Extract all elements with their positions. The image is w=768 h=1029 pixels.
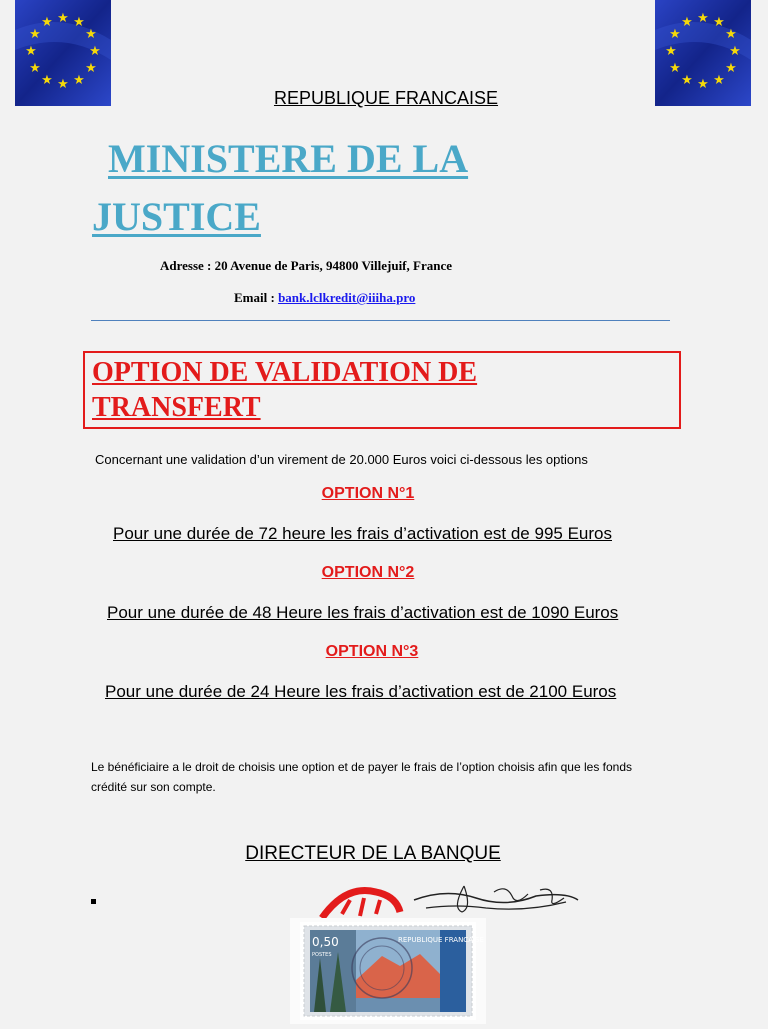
svg-text:★: ★ (669, 27, 681, 42)
ministry-title (92, 130, 562, 246)
ministry-title-line1: MINISTERE DE LA (108, 136, 469, 181)
notice-title-line1: OPTION DE VALIDATION DE (92, 357, 478, 388)
svg-text:★: ★ (713, 73, 725, 88)
stamp-country: REPUBLIQUE FRANCAISE (398, 936, 484, 944)
svg-text:★: ★ (713, 15, 725, 30)
svg-text:★: ★ (89, 44, 101, 59)
svg-text:★: ★ (73, 15, 85, 30)
svg-text:★: ★ (41, 73, 53, 88)
stamp-value: 0,50 (312, 935, 339, 949)
republic-heading: REPUBLIQUE FRANCAISE (273, 88, 499, 108)
svg-text:★: ★ (681, 73, 693, 88)
svg-text:★: ★ (29, 61, 41, 76)
director-heading (0, 843, 746, 865)
svg-text:★: ★ (85, 61, 97, 76)
svg-text:★: ★ (697, 77, 709, 92)
svg-text:★: ★ (665, 44, 677, 59)
notice-title (92, 355, 652, 425)
option-label-1: OPTION N°1 (321, 485, 415, 502)
svg-text:★: ★ (57, 11, 69, 26)
svg-text:★: ★ (85, 27, 97, 42)
bullet-marker (91, 899, 96, 904)
svg-text:★: ★ (729, 44, 741, 59)
postage-stamp-icon (290, 918, 486, 1024)
svg-text:★: ★ (29, 27, 41, 42)
option-text-2: Pour une durée de 48 Heure les frais d’activation est de 1090 Euros (107, 603, 619, 622)
svg-text:★: ★ (725, 27, 737, 42)
option-label-2: OPTION N°2 (321, 564, 415, 581)
svg-text:★: ★ (25, 44, 37, 59)
stamp-postes: POSTES (312, 952, 332, 958)
email-label: Email : (234, 290, 279, 305)
svg-text:★: ★ (697, 11, 709, 26)
notice-title-line2: TRANSFERT (92, 392, 261, 423)
svg-text:★: ★ (681, 15, 693, 30)
svg-text:★: ★ (725, 61, 737, 76)
svg-text:★: ★ (669, 61, 681, 76)
stamp-area (290, 918, 486, 1024)
svg-text:★: ★ (41, 15, 53, 30)
option-label-3: OPTION N°3 (325, 643, 419, 660)
signature-seal-icon (316, 878, 616, 922)
intro-text: Concernant une validation d’un virement de 20.000 Euros voici ci-dessous les options (95, 452, 588, 467)
option-text-3: Pour une durée de 24 Heure les frais d’activation est de 2100 Euros (105, 682, 617, 701)
email-line (234, 290, 415, 306)
ministry-title-line2: JUSTICE (92, 194, 261, 239)
director-title: DIRECTEUR DE LA BANQUE (245, 843, 501, 864)
svg-text:★: ★ (73, 73, 85, 88)
email-link[interactable]: bank.lclkredit@iiiha.pro (278, 290, 416, 305)
beneficiary-note: Le bénéficiaire a le droit de choisis une option et de payer le frais de l’option choisis afin que les fonds crédité sur son compte. (91, 760, 633, 794)
header-divider (91, 320, 670, 321)
address-line: Adresse : 20 Avenue de Paris, 94800 Villejuif, France (160, 258, 452, 273)
option-text-1: Pour une durée de 72 heure les frais d’activation est de 995 Euros (113, 524, 612, 543)
svg-text:★: ★ (57, 77, 69, 92)
